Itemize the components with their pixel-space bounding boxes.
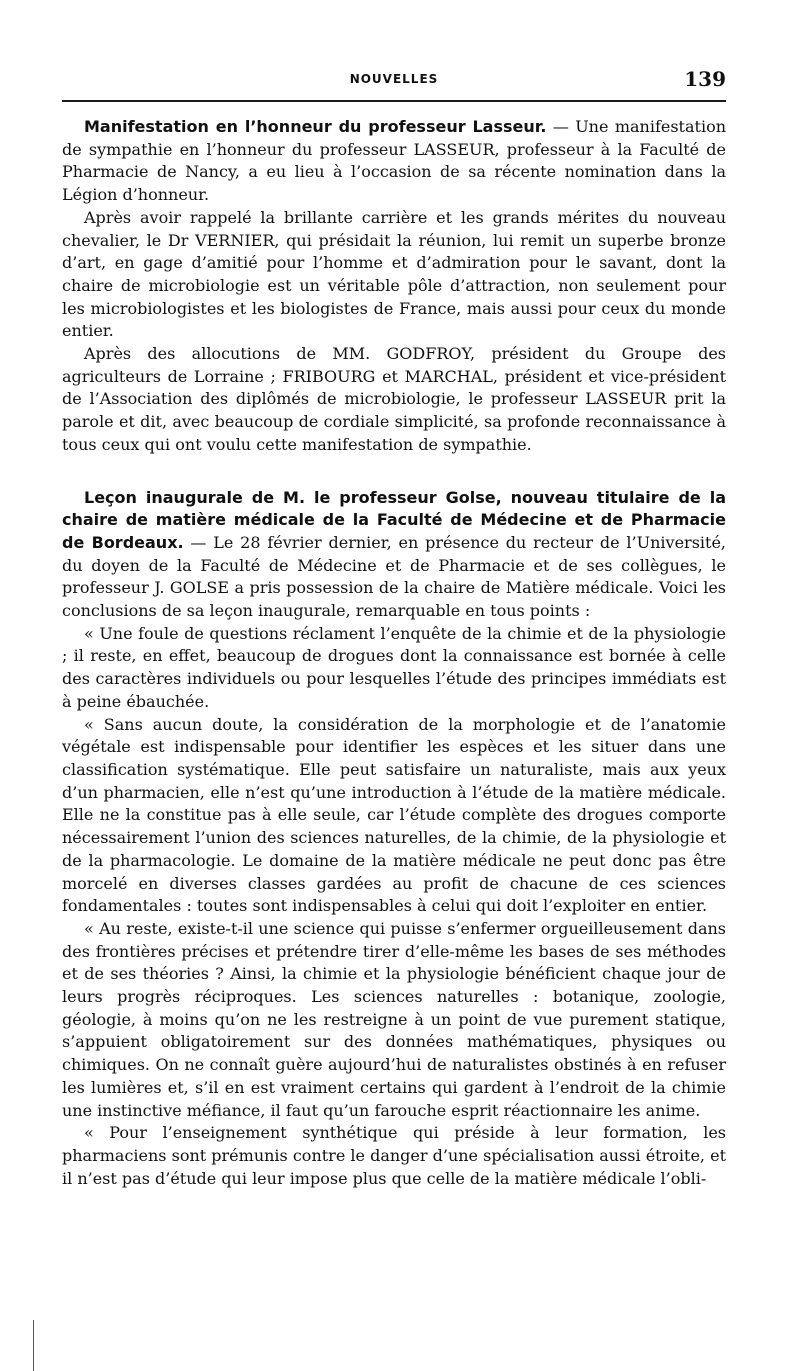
journal-page — [62, 62, 726, 1190]
page-header — [62, 62, 726, 102]
paragraph-text: « Une foule de questions réclament l’enquête de la chimie et de la physiologie ; il reste, en effet, beaucoup de drogues dont la connaissance est bornée à celle des caractères individuels ou pour lesquelles l’étude des principes immédiats est à peine ébauchée. — [62, 623, 726, 711]
news-item-golse — [62, 487, 726, 1191]
section-spacer — [62, 457, 726, 487]
paragraph — [62, 487, 726, 623]
paragraph-text: Après des allocutions de MM. GODFROY, président du Groupe des agriculteurs de Lorraine ; FRIBOURG et MARCHAL, président et vice-président de l’Association des diplômés de microbiologie, le professeur LASSEUR prit la parole et dit, avec beaucoup de cordiale simplicité, sa profonde reconnaissance à tous ceux qui ont voulu cette manifestation de sympathie. — [62, 344, 726, 454]
paragraph-text: — Une manifestation de sympathie en l’honneur du professeur LASSEUR, professeur à la Faculté de Pharmacie de Nancy, a eu lieu à l’occasion de sa récente nomination dans la Légion d’honneur. — [62, 117, 727, 205]
paragraph-text: Après avoir rappelé la brillante carrière et les grands mérites du nouveau chevalier, le Dr VERNIER, qui présidait la réunion, lui remit un superbe bronze d’art, en gage d’amitié pour l’homme et d’admiration pour le savant, dont la chaire de microbiologie est un véritable pôle d’attraction, non seulement pour les microbiologistes et les biologistes de France, mais aussi pour ceux du monde entier. — [62, 207, 726, 341]
paragraph — [62, 207, 726, 343]
news-item-lasseur — [62, 116, 726, 457]
item-heading: Leçon inaugurale de M. le professeur Golse, nouveau titulaire de la chaire de matière médicale de la Faculté de Médecine et de Pharmacie de Bordeaux. — [62, 487, 726, 552]
paragraph-text: « Pour l’enseignement synthétique qui préside à leur formation, les pharmaciens sont prémunis contre le danger d’une spécialisation aussi étroite, et il n’est pas d’étude qui leur impose plus que celle de la matière médicale l’obli- — [62, 1123, 726, 1188]
paragraph — [62, 343, 726, 457]
paragraph — [62, 918, 726, 1122]
paragraph — [62, 714, 726, 918]
paragraph — [62, 623, 726, 714]
article-body — [62, 102, 726, 1190]
page-number: 139 — [684, 67, 726, 91]
paragraph-text: « Au reste, existe-t-il une science qui puisse s’enfermer orgueilleusement dans des frontières précises et prétendre tirer d’elle-même les bases de ses méthodes et de ses théories ? Ainsi, la chimie et la physiologie bénéficient chaque jour de leurs progrès réciproques. Les sciences naturelles : botanique, zoologie, géologie, à moins qu’on ne les restreigne à un point de vue purement statique, s’appuient obligatoirement sur des données mathématiques, physiques ou chimiques. On ne connaît guère aujourd’hui de naturalistes obstinés à en refuser les lumières et, s’il en est vraiment certains qui gardent à l’endroit de la chimie une instinctive méfiance, il faut qu’un farouche esprit réactionnaire les anime. — [62, 918, 726, 1120]
item-heading: Manifestation en l’honneur du professeur Lasseur. — [84, 117, 547, 136]
paragraph-text: « Sans aucun doute, la considération de la morphologie et de l’anatomie végétale est indispensable pour identifier les espèces et les situer dans une classification systématique. Elle peut satisfaire un naturaliste, mais aux yeux d’un pharmacien, elle n’est qu’une introduction à l’étude de la matière médicale. Elle ne la constitue pas à elle seule, car l’étude complète des drogues comporte nécessairement l’union des sciences naturelles, de la chimie, de la physiologie et de la pharmacologie. Le domaine de la matière médicale ne peut donc pas être morcelé en diverses classes gardées au profit de chacune de ces sciences fondamentales : toutes sont indispensables à celui qui doit l’exploiter en entier. — [62, 714, 726, 916]
paragraph-text: — Le 28 février dernier, en présence du recteur de l’Université, du doyen de la Faculté de Médecine et de Pharmacie et de ses collègues, le professeur J. GOLSE a pris possession de la chaire de Matière médicale. Voici les conclusions de sa leçon inaugurale, remarquable en tous points : — [62, 532, 727, 621]
paragraph — [62, 116, 726, 207]
binding-margin-line — [33, 1320, 34, 1371]
paragraph — [62, 1122, 726, 1190]
running-title: NOUVELLES — [349, 72, 439, 86]
